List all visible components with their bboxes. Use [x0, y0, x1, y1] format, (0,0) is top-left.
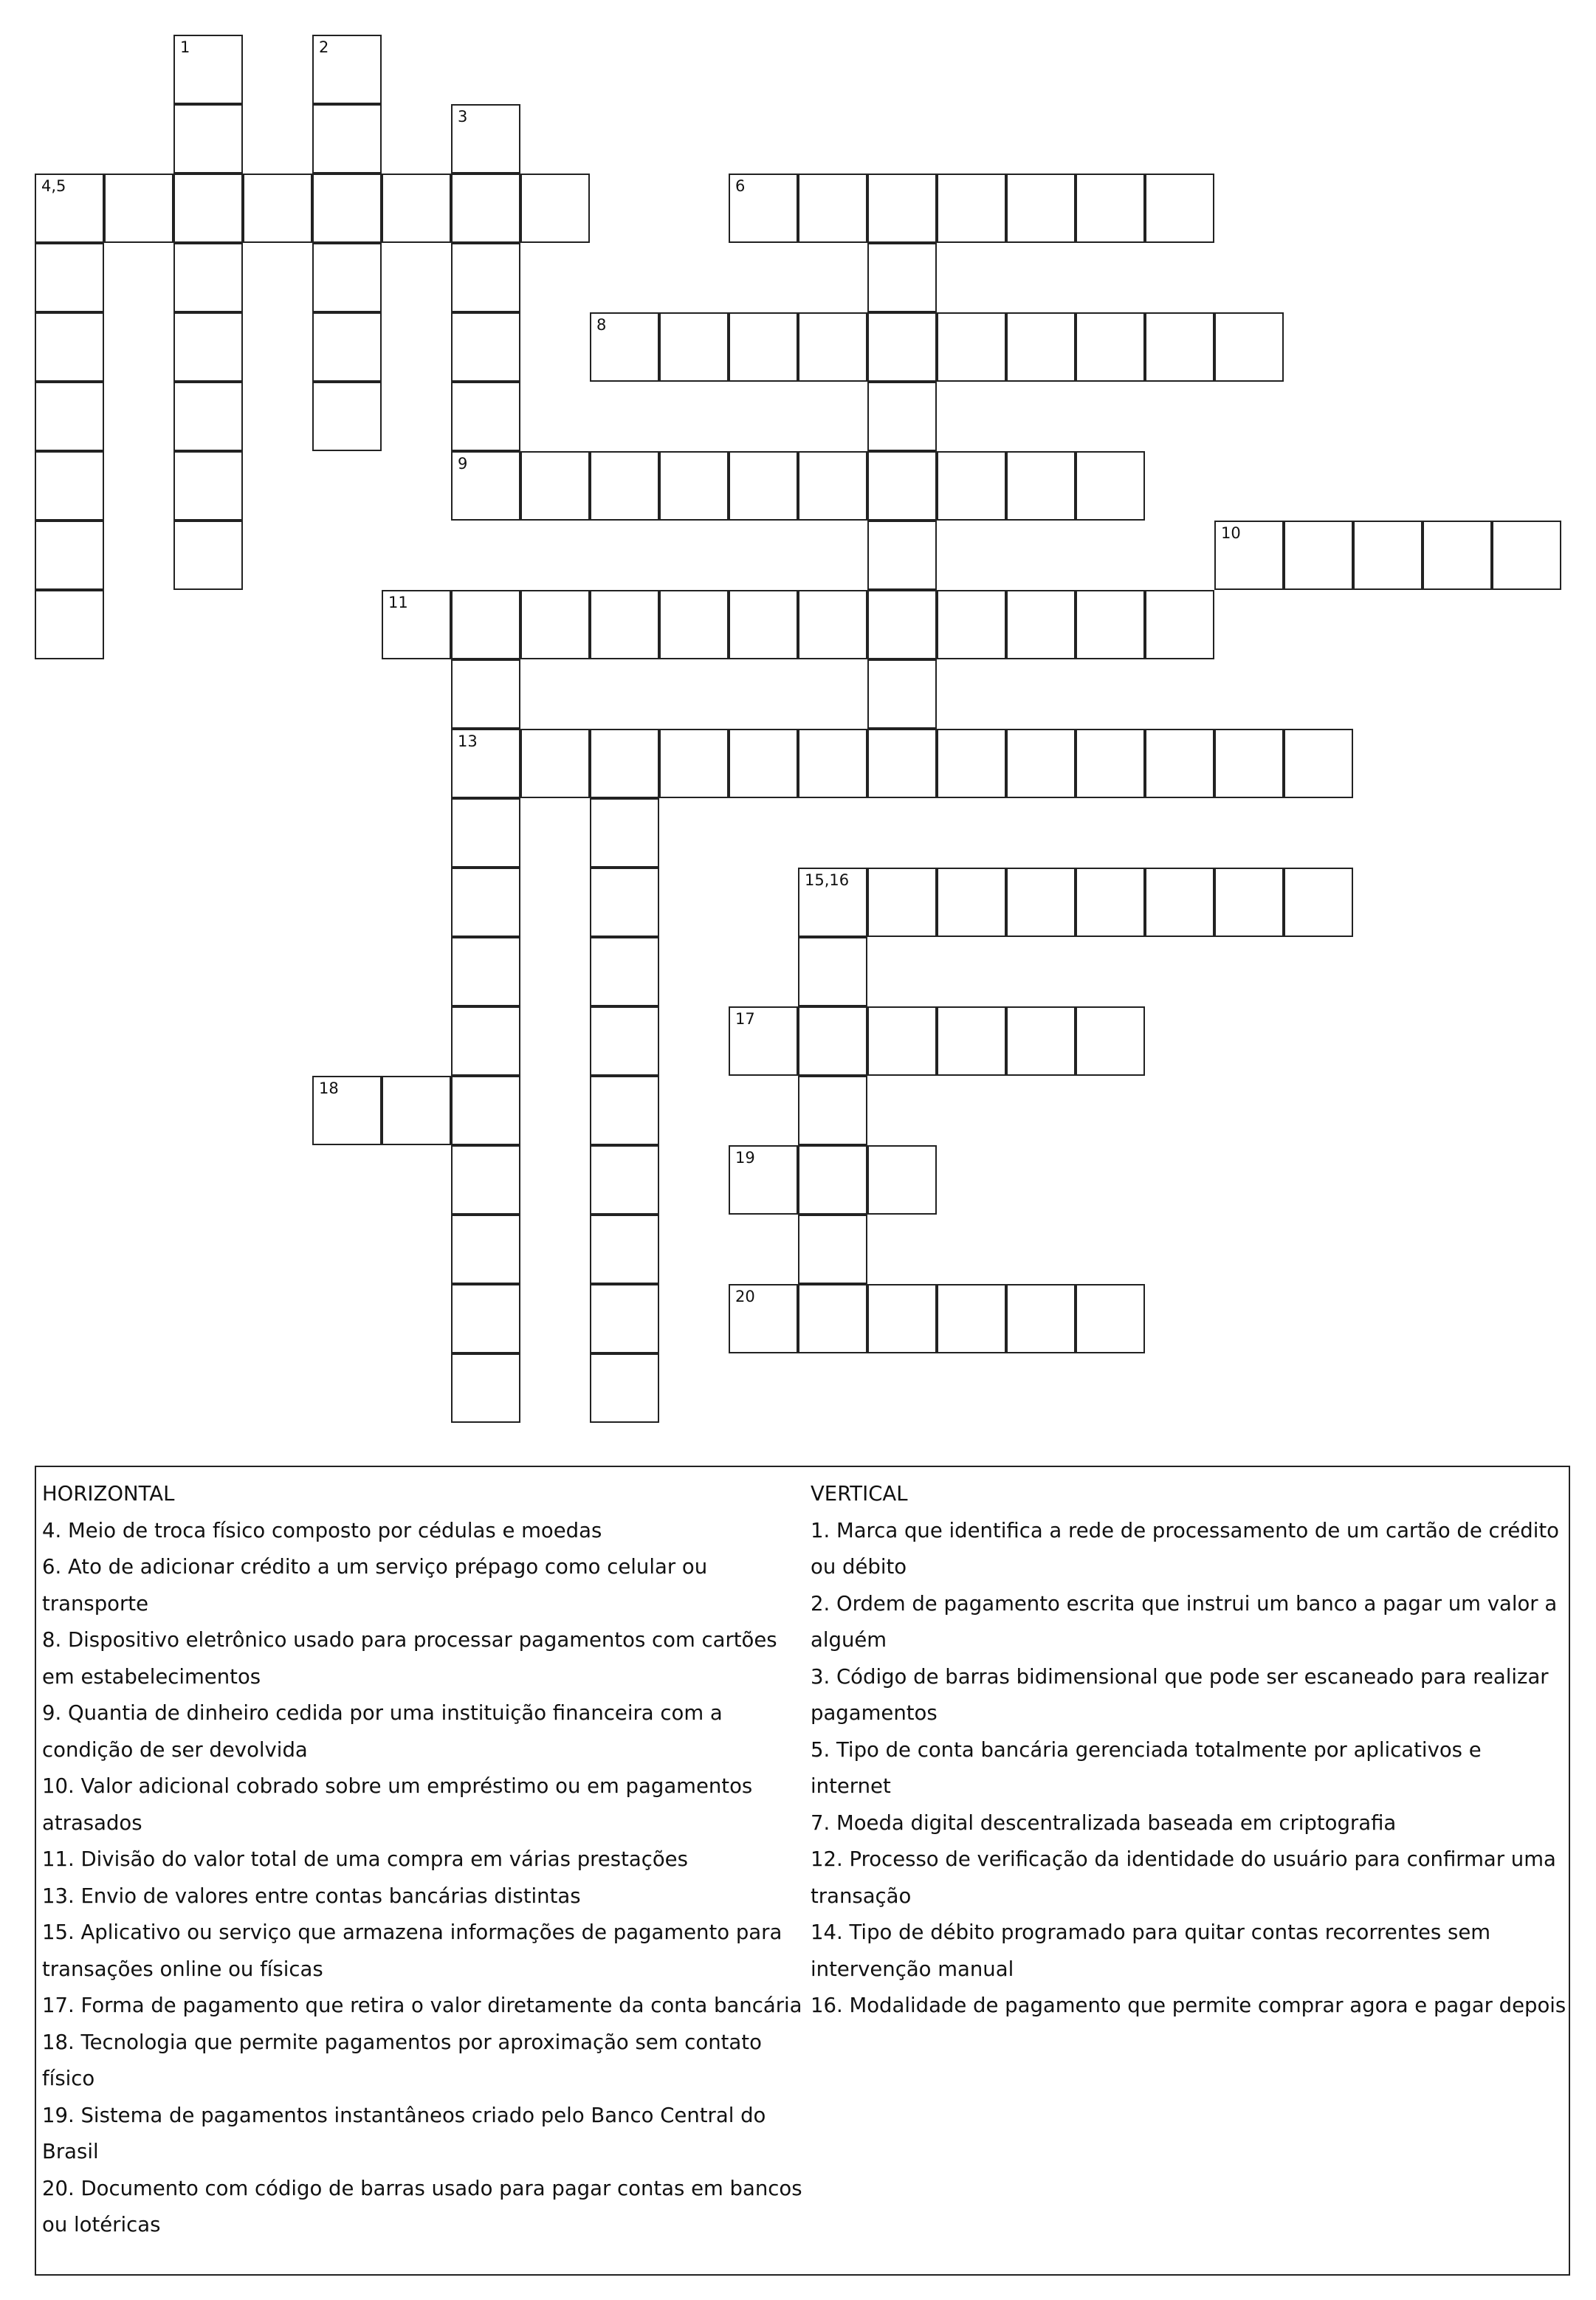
- grid-cell[interactable]: [520, 451, 590, 521]
- clue-across-4: 4. Meio de troca físico composto por cédulas e moedas: [42, 1518, 602, 1542]
- grid-cell[interactable]: [659, 729, 729, 798]
- grid-cell[interactable]: [382, 590, 451, 659]
- grid-cell[interactable]: [1214, 521, 1284, 590]
- grid-cell[interactable]: [1145, 174, 1214, 243]
- grid-cell[interactable]: [451, 868, 520, 937]
- grid-cell[interactable]: [1076, 312, 1145, 382]
- grid-cell[interactable]: [659, 590, 729, 659]
- horizontal-clues: [42, 1476, 814, 2244]
- clue-down-5: 5. Tipo de conta bancária gerenciada totalmente por aplicativos e internet: [811, 1737, 1482, 1798]
- grid-cell[interactable]: [1006, 729, 1076, 798]
- grid-cell[interactable]: [1145, 729, 1214, 798]
- grid-cell[interactable]: [382, 1076, 451, 1145]
- grid-cell[interactable]: [1284, 521, 1353, 590]
- grid-cell[interactable]: [798, 1076, 867, 1145]
- clue-down-12: 12. Processo de verificação da identidade do usuário para confirmar uma transação: [811, 1847, 1556, 1908]
- clue-down-1: 1. Marca que identifica a rede de processamento de um cartão de crédito ou débito: [811, 1518, 1559, 1579]
- grid-cell[interactable]: [729, 1145, 798, 1215]
- grid-cell[interactable]: [520, 590, 590, 659]
- grid-cell[interactable]: [867, 174, 937, 243]
- grid-cell[interactable]: [1006, 1006, 1076, 1076]
- grid-cell[interactable]: [35, 243, 104, 312]
- clue-across-6: 6. Ato de adicionar crédito a um serviço prépago como celular ou transporte: [42, 1555, 708, 1616]
- grid-cell[interactable]: [312, 174, 382, 243]
- grid-cell[interactable]: [451, 451, 520, 521]
- clue-across-11: 11. Divisão do valor total de uma compra em várias prestações: [42, 1847, 688, 1871]
- grid-cell[interactable]: [1353, 521, 1423, 590]
- grid-cell[interactable]: [937, 312, 1006, 382]
- grid-cell[interactable]: [590, 1076, 659, 1145]
- grid-cell[interactable]: [451, 659, 520, 729]
- clue-down-14: 14. Tipo de débito programado para quitar contas recorrentes sem intervenção manual: [811, 1920, 1491, 1981]
- grid-cell[interactable]: [451, 104, 520, 174]
- grid-cell[interactable]: [590, 312, 659, 382]
- grid-cell[interactable]: [798, 1284, 867, 1353]
- grid-cell[interactable]: [1214, 868, 1284, 937]
- grid-cell[interactable]: [451, 1353, 520, 1423]
- grid-cell[interactable]: [243, 174, 312, 243]
- grid-cell[interactable]: [590, 798, 659, 868]
- grid-cell[interactable]: [35, 312, 104, 382]
- grid-cell[interactable]: [867, 521, 937, 590]
- grid-cell[interactable]: [798, 1145, 867, 1215]
- cell-number: 3: [458, 108, 468, 126]
- grid-cell[interactable]: [1006, 868, 1076, 937]
- grid-cell[interactable]: [173, 312, 243, 382]
- grid-cell[interactable]: [1076, 868, 1145, 937]
- grid-cell[interactable]: [451, 1145, 520, 1215]
- grid-cell[interactable]: [451, 1006, 520, 1076]
- grid-cell[interactable]: [937, 868, 1006, 937]
- grid-cell[interactable]: [798, 868, 867, 937]
- grid-cell[interactable]: [867, 312, 937, 382]
- grid-cell[interactable]: [590, 1284, 659, 1353]
- grid-cell[interactable]: [937, 1006, 1006, 1076]
- grid-cell[interactable]: [798, 174, 867, 243]
- cell-number: 2: [319, 38, 329, 56]
- grid-cell[interactable]: [451, 729, 520, 798]
- grid-cell[interactable]: [173, 521, 243, 590]
- grid-cell[interactable]: [35, 451, 104, 521]
- grid-cell[interactable]: [937, 174, 1006, 243]
- grid-cell[interactable]: [798, 1215, 867, 1284]
- grid-cell[interactable]: [312, 104, 382, 174]
- vertical-clues: [811, 1476, 1567, 2025]
- grid-cell[interactable]: [312, 243, 382, 312]
- cell-number: 4,5: [41, 177, 66, 195]
- grid-cell[interactable]: [1006, 451, 1076, 521]
- grid-cell[interactable]: [451, 243, 520, 312]
- grid-cell[interactable]: [659, 312, 729, 382]
- cell-number: 6: [735, 177, 746, 195]
- grid-cell[interactable]: [867, 1284, 937, 1353]
- cell-number: 15,16: [805, 871, 850, 889]
- grid-cell[interactable]: [35, 590, 104, 659]
- grid-cell[interactable]: [451, 382, 520, 451]
- grid-cell[interactable]: [173, 451, 243, 521]
- clue-down-3: 3. Código de barras bidimensional que pode ser escaneado para realizar pagamentos: [811, 1664, 1549, 1725]
- grid-cell[interactable]: [937, 590, 1006, 659]
- clues-panel: [35, 1466, 1570, 2276]
- grid-cell[interactable]: [173, 243, 243, 312]
- grid-cell[interactable]: [173, 35, 243, 104]
- grid-cell[interactable]: [590, 1215, 659, 1284]
- vertical-heading: VERTICAL: [811, 1482, 908, 1506]
- clue-down-7: 7. Moeda digital descentralizada baseada em criptografia: [811, 1810, 1397, 1835]
- grid-cell[interactable]: [312, 312, 382, 382]
- cell-number: 20: [735, 1288, 755, 1305]
- grid-cell[interactable]: [590, 1145, 659, 1215]
- clue-across-8: 8. Dispositivo eletrônico usado para processar pagamentos com cartões em estabelecimentos: [42, 1628, 777, 1689]
- grid-cell[interactable]: [590, 729, 659, 798]
- grid-cell[interactable]: [35, 521, 104, 590]
- grid-cell[interactable]: [659, 451, 729, 521]
- grid-cell[interactable]: [1145, 312, 1214, 382]
- grid-cell[interactable]: [1076, 1006, 1145, 1076]
- grid-cell[interactable]: [173, 104, 243, 174]
- grid-cell[interactable]: [729, 174, 798, 243]
- grid-cell[interactable]: [1076, 729, 1145, 798]
- grid-cell[interactable]: [312, 382, 382, 451]
- grid-cell[interactable]: [729, 1006, 798, 1076]
- cell-number: 18: [319, 1079, 339, 1097]
- grid-cell[interactable]: [1006, 1284, 1076, 1353]
- grid-cell[interactable]: [451, 798, 520, 868]
- grid-cell[interactable]: [729, 312, 798, 382]
- grid-cell[interactable]: [451, 1215, 520, 1284]
- grid-cell[interactable]: [1006, 312, 1076, 382]
- grid-cell[interactable]: [1492, 521, 1561, 590]
- grid-cell[interactable]: [1076, 451, 1145, 521]
- grid-cell[interactable]: [867, 590, 937, 659]
- grid-cell[interactable]: [1076, 590, 1145, 659]
- clue-across-17: 17. Forma de pagamento que retira o valor diretamente da conta bancária: [42, 1994, 802, 2017]
- cell-number: 9: [458, 455, 468, 473]
- grid-cell[interactable]: [590, 1353, 659, 1423]
- grid-cell[interactable]: [937, 729, 1006, 798]
- grid-cell[interactable]: [451, 590, 520, 659]
- cell-number: 8: [596, 316, 607, 334]
- grid-cell[interactable]: [867, 1006, 937, 1076]
- grid-cell[interactable]: [937, 451, 1006, 521]
- grid-cell[interactable]: [867, 659, 937, 729]
- grid-cell[interactable]: [729, 729, 798, 798]
- grid-cell[interactable]: [798, 937, 867, 1006]
- grid-cell[interactable]: [1145, 868, 1214, 937]
- grid-cell[interactable]: [451, 1076, 520, 1145]
- grid-cell[interactable]: [1214, 312, 1284, 382]
- grid-cell[interactable]: [382, 174, 451, 243]
- grid-cell[interactable]: [729, 451, 798, 521]
- grid-cell[interactable]: [729, 1284, 798, 1353]
- grid-cell[interactable]: [937, 1284, 1006, 1353]
- grid-cell[interactable]: [1423, 521, 1492, 590]
- grid-cell[interactable]: [867, 382, 937, 451]
- grid-cell[interactable]: [451, 312, 520, 382]
- grid-cell[interactable]: [590, 1006, 659, 1076]
- grid-cell[interactable]: [867, 451, 937, 521]
- grid-cell[interactable]: [520, 174, 590, 243]
- grid-cell[interactable]: [867, 868, 937, 937]
- grid-cell[interactable]: [1006, 590, 1076, 659]
- grid-cell[interactable]: [590, 590, 659, 659]
- cell-number: 10: [1221, 524, 1241, 542]
- grid-cell[interactable]: [451, 937, 520, 1006]
- horizontal-heading: HORIZONTAL: [42, 1482, 175, 1506]
- grid-cell[interactable]: [798, 451, 867, 521]
- grid-cell[interactable]: [1284, 868, 1353, 937]
- grid-cell[interactable]: [867, 729, 937, 798]
- cell-number: 19: [735, 1149, 755, 1167]
- cell-number: 13: [458, 732, 478, 750]
- grid-cell[interactable]: [173, 174, 243, 243]
- grid-cell[interactable]: [173, 382, 243, 451]
- grid-cell[interactable]: [590, 937, 659, 1006]
- grid-cell[interactable]: [1284, 729, 1353, 798]
- grid-cell[interactable]: [798, 312, 867, 382]
- clue-down-2: 2. Ordem de pagamento escrita que instrui um banco a pagar um valor a alguém: [811, 1591, 1558, 1652]
- grid-cell[interactable]: [1006, 174, 1076, 243]
- grid-cell[interactable]: [1076, 174, 1145, 243]
- clue-across-18: 18. Tecnologia que permite pagamentos por aproximação sem contato físico: [42, 2030, 762, 2090]
- grid-cell[interactable]: [867, 243, 937, 312]
- grid-cell[interactable]: [729, 590, 798, 659]
- cell-number: 17: [735, 1010, 755, 1028]
- clue-across-15: 15. Aplicativo ou serviço que armazena informações de pagamento para transações online ou físicas: [42, 1920, 782, 1981]
- grid-cell[interactable]: [798, 590, 867, 659]
- grid-cell[interactable]: [1145, 590, 1214, 659]
- grid-cell[interactable]: [451, 174, 520, 243]
- grid-cell[interactable]: [590, 868, 659, 937]
- grid-cell[interactable]: [798, 1006, 867, 1076]
- clue-down-16: 16. Modalidade de pagamento que permite comprar agora e pagar depois: [811, 1994, 1566, 2017]
- grid-cell[interactable]: [312, 1076, 382, 1145]
- grid-cell[interactable]: [451, 1284, 520, 1353]
- clue-across-19: 19. Sistema de pagamentos instantâneos criado pelo Banco Central do Brasil: [42, 2103, 766, 2163]
- clue-across-9: 9. Quantia de dinheiro cedida por uma instituição financeira com a condição de ser devolvida: [42, 1701, 723, 1762]
- grid-cell[interactable]: [35, 174, 104, 243]
- grid-cell[interactable]: [35, 382, 104, 451]
- clue-across-20: 20. Documento com código de barras usado para pagar contas em bancos ou lotéricas: [42, 2176, 802, 2237]
- clue-across-13: 13. Envio de valores entre contas bancárias distintas: [42, 1884, 581, 1908]
- grid-cell[interactable]: [867, 1145, 937, 1215]
- cell-number: 1: [180, 38, 190, 56]
- grid-cell[interactable]: [104, 174, 173, 243]
- grid-cell[interactable]: [590, 451, 659, 521]
- grid-cell[interactable]: [798, 729, 867, 798]
- grid-cell[interactable]: [1076, 1284, 1145, 1353]
- clue-across-10: 10. Valor adicional cobrado sobre um empréstimo ou em pagamentos atrasados: [42, 1774, 753, 1835]
- cell-number: 11: [388, 594, 408, 611]
- grid-cell[interactable]: [1214, 729, 1284, 798]
- grid-cell[interactable]: [312, 35, 382, 104]
- grid-cell[interactable]: [520, 729, 590, 798]
